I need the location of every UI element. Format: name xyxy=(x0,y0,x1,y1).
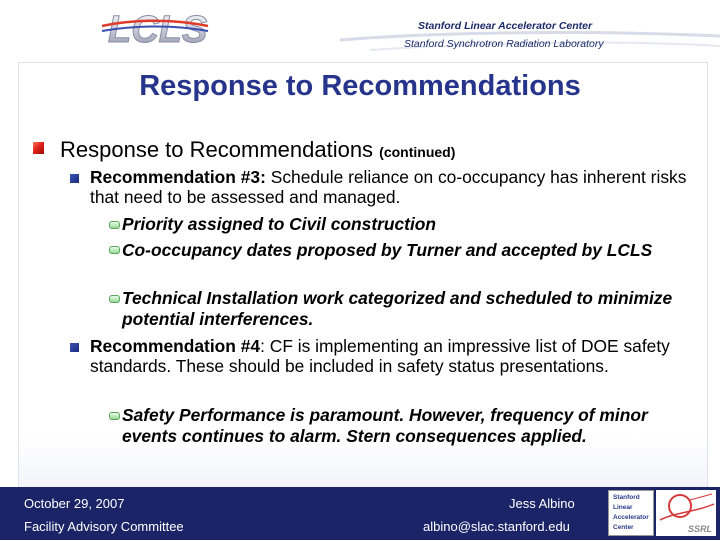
blue-bullet-icon xyxy=(70,343,79,352)
red-bullet-icon xyxy=(33,142,44,154)
slac-logo-line: Linear xyxy=(613,504,633,511)
ssrl-name: Stanford Synchrotron Radiation Laboratory xyxy=(404,38,604,50)
recommendation-4 xyxy=(90,336,702,376)
green-bullet-icon xyxy=(109,246,120,254)
slac-logo xyxy=(608,490,654,536)
slac-logo-line: Stanford xyxy=(613,494,640,501)
blue-bullet-icon xyxy=(70,174,79,183)
continued-label: (continued) xyxy=(379,144,456,160)
green-bullet-icon xyxy=(109,412,120,420)
slac-name: Stanford Linear Accelerator Center xyxy=(418,20,593,32)
slac-logo-line: Center xyxy=(613,524,634,531)
subpoint-technical: Technical Installation work categorized and scheduled to minimize potential interferences. xyxy=(122,288,673,329)
recommendation-4-text: : CF is implementing an impressive list of DOE safety standards. These should be included in safety status presentations. xyxy=(90,336,670,376)
lcls-logo-text: LCLS xyxy=(108,9,208,51)
slide-title: Response to Recommendations xyxy=(139,70,581,102)
subpoint-co-occupancy: Co-occupancy dates proposed by Turner and accepted by LCLS xyxy=(122,240,653,260)
footer-presenter: Jess Albino xyxy=(509,496,575,511)
recommendation-3-text: Schedule reliance on co-occupancy has inherent risks that need to be assessed and managed. xyxy=(90,167,687,207)
recommendation-3-label: Recommendation #3: xyxy=(90,167,266,187)
ssrl-logo xyxy=(656,490,716,536)
subpoint-safety: Safety Performance is paramount. However, frequency of minor events continues to alarm. Stern consequences applied. xyxy=(122,405,648,446)
footer-date: October 29, 2007 xyxy=(24,496,125,511)
ssrl-logo-text: SSRL xyxy=(687,524,712,534)
green-bullet-icon xyxy=(109,221,120,229)
recommendation-4-label: Recommendation #4 xyxy=(90,336,261,356)
recommendation-3 xyxy=(90,167,702,207)
footer-committee: Facility Advisory Committee xyxy=(24,519,184,534)
slide-header xyxy=(0,0,720,62)
footer-email: albino@slac.stanford.edu xyxy=(423,519,570,534)
lcls-logo xyxy=(100,4,210,54)
slac-logo-line: Accelerator xyxy=(613,514,649,521)
green-bullet-icon xyxy=(109,295,120,303)
main-bullet-text xyxy=(60,137,455,163)
main-bullet-label: Response to Recommendations xyxy=(60,137,380,162)
subpoint-civil: Priority assigned to Civil construction xyxy=(122,214,437,234)
